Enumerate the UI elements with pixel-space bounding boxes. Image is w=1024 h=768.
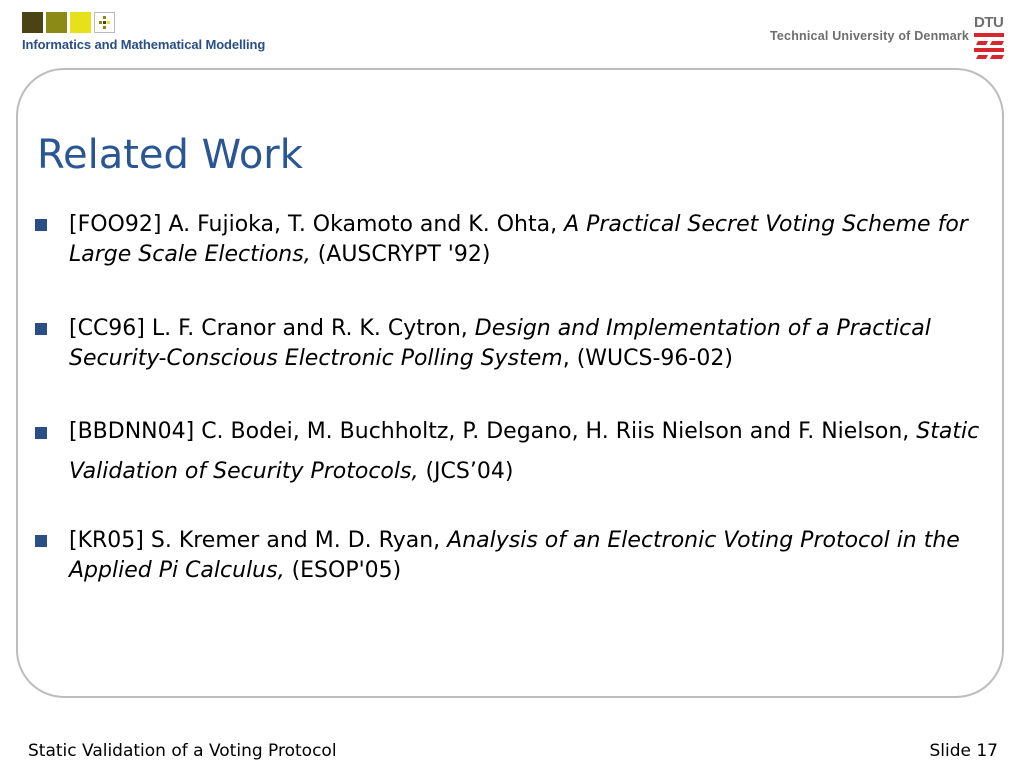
dtu-logo-text: DTU bbox=[974, 14, 1004, 31]
footer-presentation-title: Static Validation of a Voting Protocol bbox=[28, 741, 337, 761]
reference-title: A Practical Secret Voting Scheme for Large Scale Elections, bbox=[69, 212, 968, 267]
reference-item bbox=[35, 210, 995, 270]
slide-title: Related Work bbox=[37, 132, 303, 178]
bullet-square-icon bbox=[35, 535, 47, 547]
university-name: Technical University of Denmark bbox=[770, 29, 970, 43]
imm-logo bbox=[22, 12, 115, 33]
dtu-logo-mark-icon bbox=[974, 31, 1008, 59]
reference-venue: (AUSCRYPT '92) bbox=[310, 242, 491, 267]
reference-title: Analysis of an Electronic Voting Protocol in the Applied Pi Calculus, bbox=[69, 528, 960, 583]
logo-square-dots-icon bbox=[94, 12, 115, 33]
reference-item bbox=[35, 526, 995, 586]
bullet-square-icon bbox=[35, 219, 47, 231]
reference-lead: [CC96] L. F. Cranor and R. K. Cytron, bbox=[69, 316, 475, 341]
reference-venue: (ESOP'05) bbox=[284, 558, 402, 583]
reference-list bbox=[35, 210, 995, 630]
department-name: Informatics and Mathematical Modelling bbox=[22, 37, 266, 52]
reference-lead: [KR05] S. Kremer and M. D. Ryan, bbox=[69, 528, 448, 553]
bullet-square-icon bbox=[35, 427, 47, 439]
reference-venue: (JCS’04) bbox=[418, 459, 514, 484]
reference-item bbox=[35, 314, 995, 374]
reference-title: Design and Implementation of a Practical Security-Conscious Electronic Polling System bbox=[69, 316, 931, 371]
dtu-logo bbox=[974, 14, 1008, 63]
reference-lead: [BBDNN04] C. Bodei, M. Buchholtz, P. Degano, H. Riis Nielson and F. Nielson, bbox=[69, 419, 917, 444]
footer-slide-number: Slide 17 bbox=[929, 741, 998, 761]
reference-item bbox=[35, 412, 995, 492]
reference-lead: [FOO92] A. Fujioka, T. Okamoto and K. Ohta, bbox=[69, 212, 565, 237]
logo-square-yellow bbox=[70, 12, 91, 33]
logo-square-dark bbox=[22, 12, 43, 33]
logo-square-olive bbox=[46, 12, 67, 33]
bullet-square-icon bbox=[35, 323, 47, 335]
reference-venue: , (WUCS-96-02) bbox=[562, 346, 733, 371]
reference-title: Static Validation of Security Protocols, bbox=[69, 419, 980, 484]
